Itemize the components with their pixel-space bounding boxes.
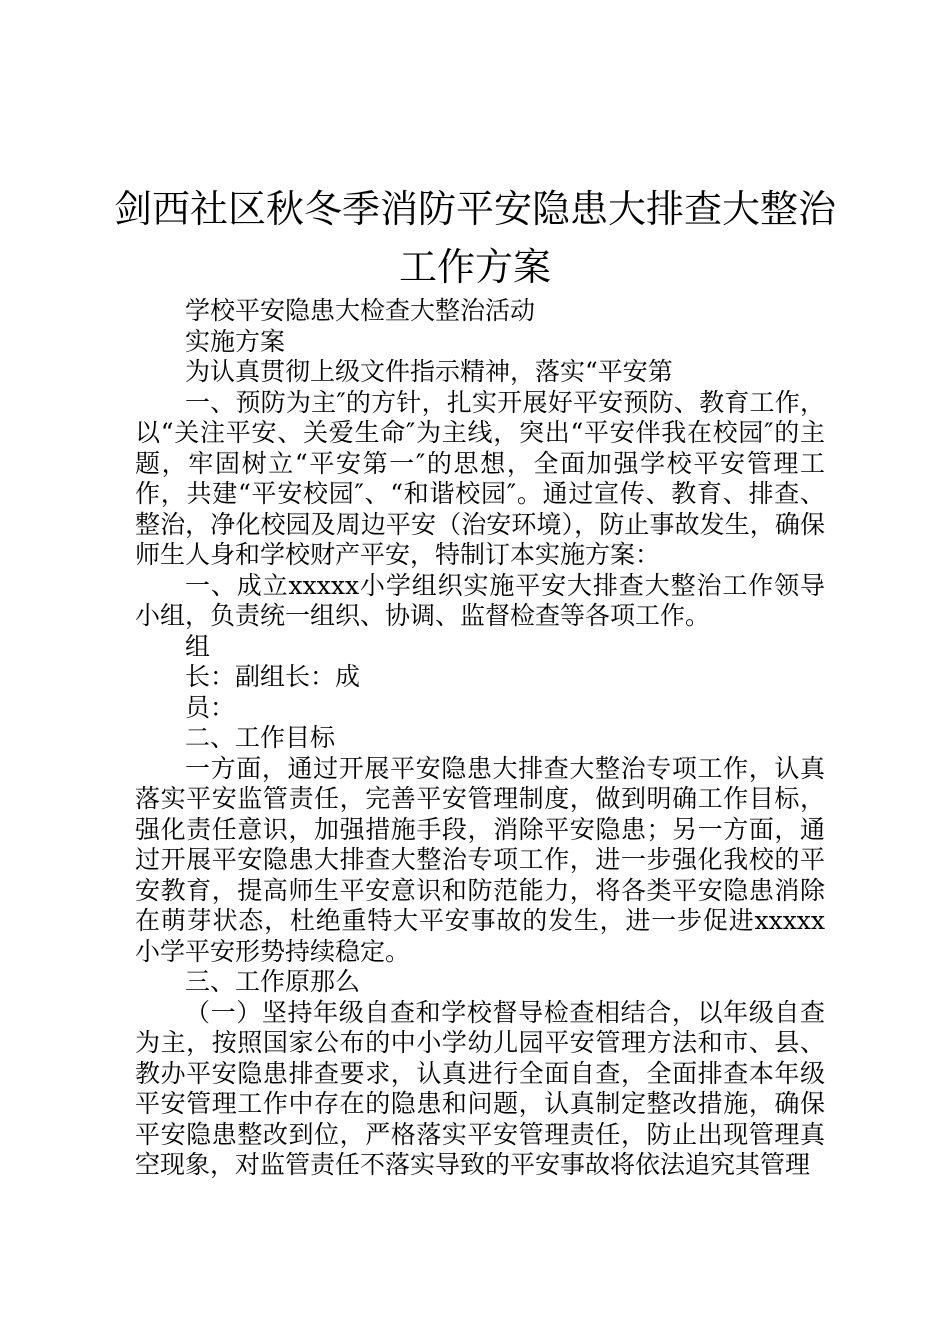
paragraph-principle: 一、预防为主″的方针，扎实开展好平安预防、教育工作，以“关注平安、关爱生命″为主线，突出“平安伴我在校园″的主题，牢固树立“平安第一″的思想，全面加强学校平安管理工作，共建“平安校园″、“和谐校园″。通过宣传、教育、排查、整治，净化校园及周边平安（治安环境），防止事故发生，确保师生人身和学校财产平安，特制订本实施方案：: [135, 387, 825, 569]
paragraph-subtitle: 学校平安隐患大检查大整治活动: [185, 296, 536, 325]
heading-section-3: 三、工作原那么: [185, 967, 361, 996]
paragraph-goals: 一方面，通过开展平安隐患大排查大整治专项工作，认真落实平安监管责任，完善平安管理制度，做到明确工作目标，强化责任意识，加强措施手段，消除平安隐患；另一方面，通过开展平安隐患大排查大整治专项工作，进一步强化我校的平安教育，提高师生平安意识和防范能力，将各类平安隐患消除在萌芽状态，杜绝重特大平安事故的发生，进一步促进xxxxx小学平安形势持续稳定。: [135, 753, 825, 966]
heading-section-2: 二、工作目标: [185, 723, 336, 752]
paragraph-leader: 组: [185, 631, 211, 661]
document-body: [135, 296, 825, 1181]
document-title-line-1: 剑西社区秋冬季消防平安隐患大排查大整治: [113, 187, 836, 231]
paragraph-intro: 为认真贯彻上级文件指示精神，落实“平安第: [185, 357, 673, 386]
paragraph-section-1: 一、成立xxxxx小学组织实施平安大排查大整治工作领导小组，负责统一组织、协调、监督检查等各项工作。: [135, 570, 825, 630]
paragraph-members: 员：: [185, 692, 236, 722]
paragraph-deputy: 长：副组长：成: [185, 662, 361, 691]
document-title-line-2: 工作方案: [398, 245, 551, 289]
paragraph-principle-1: （一）坚持年级自查和学校督导检查相结合，以年级自查为主，按照国家公布的中小学幼儿园平安管理方法和市、县、教办平安隐患排查要求，认真进行全面自查，全面排查本年级平安管理工作中存在的隐患和问题，认真制定整改措施，确保平安隐患整改到位，严格落实平安管理责任，防止出现管理真空现象，对监管责任不落实导致的平安事故将依法追究其管理: [135, 997, 825, 1179]
paragraph-plan-label: 实施方案: [185, 326, 286, 356]
